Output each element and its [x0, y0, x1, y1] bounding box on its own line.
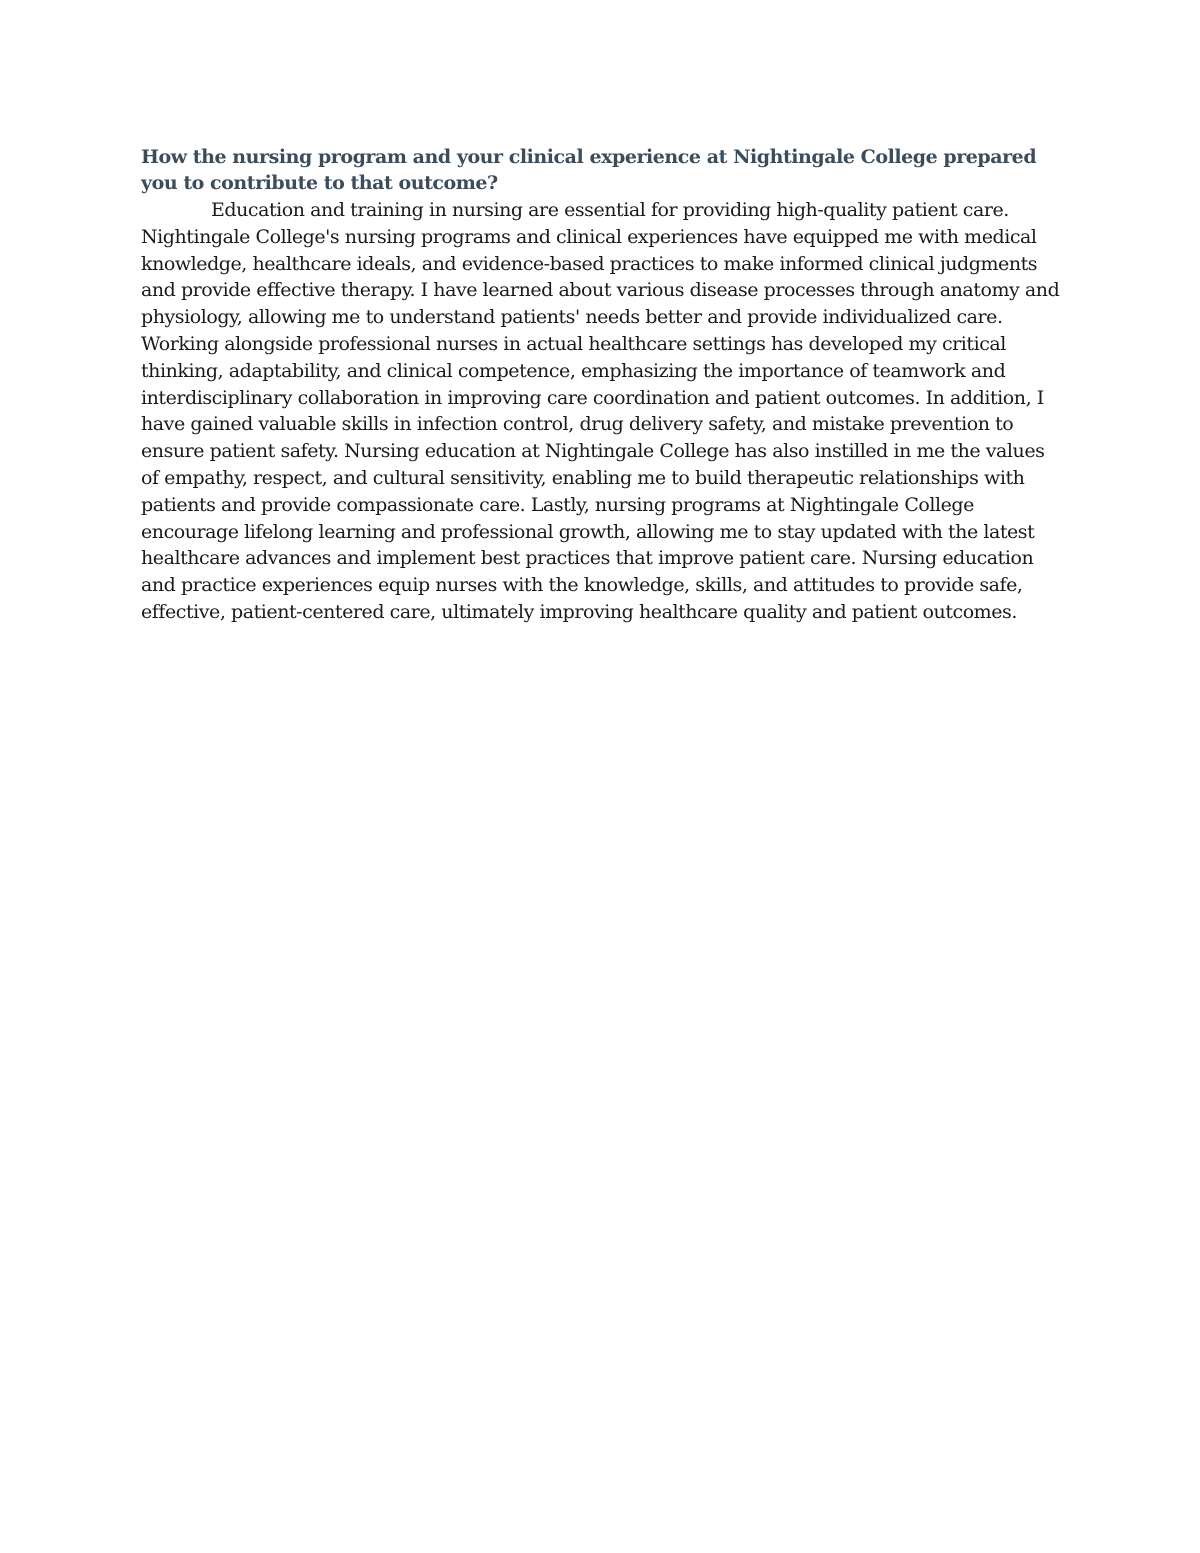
document-content — [141, 144, 1066, 626]
document-heading: How the nursing program and your clinical experience at Nightingale College prepared you to contribute to that outcome? — [141, 146, 1037, 194]
document-paragraph: Education and training in nursing are essential for providing high-quality patient care. Nightingale College's nursing programs and clinical experiences have equipped me with medical knowledge, healthcare ideals, and evidence-based practices to make informed clinical judgments and provide effective therapy. I have learned about various disease processes through anatomy and physiology, allowing me to understand patients' needs better and provide individualized care. Working alongside professional nurses in actual healthcare settings has developed my critical thinking, adaptability, and clinical competence, emphasizing the importance of teamwork and interdisciplinary collaboration in improving care coordination and patient outcomes. In addition, I have gained valuable skills in infection control, drug delivery safety, and mistake prevention to ensure patient safety. Nursing education at Nightingale College has also instilled in me the values of empathy, respect, and cultural sensitivity, enabling me to build therapeutic relationships with patients and provide compassionate care. Lastly, nursing programs at Nightingale College encourage lifelong learning and professional growth, allowing me to stay updated with the latest healthcare advances and implement best practices that improve patient care. Nursing education and practice experiences equip nurses with the knowledge, skills, and attitudes to provide safe, effective, patient-centered care, ultimately improving healthcare quality and patient outcomes. — [141, 199, 1060, 623]
